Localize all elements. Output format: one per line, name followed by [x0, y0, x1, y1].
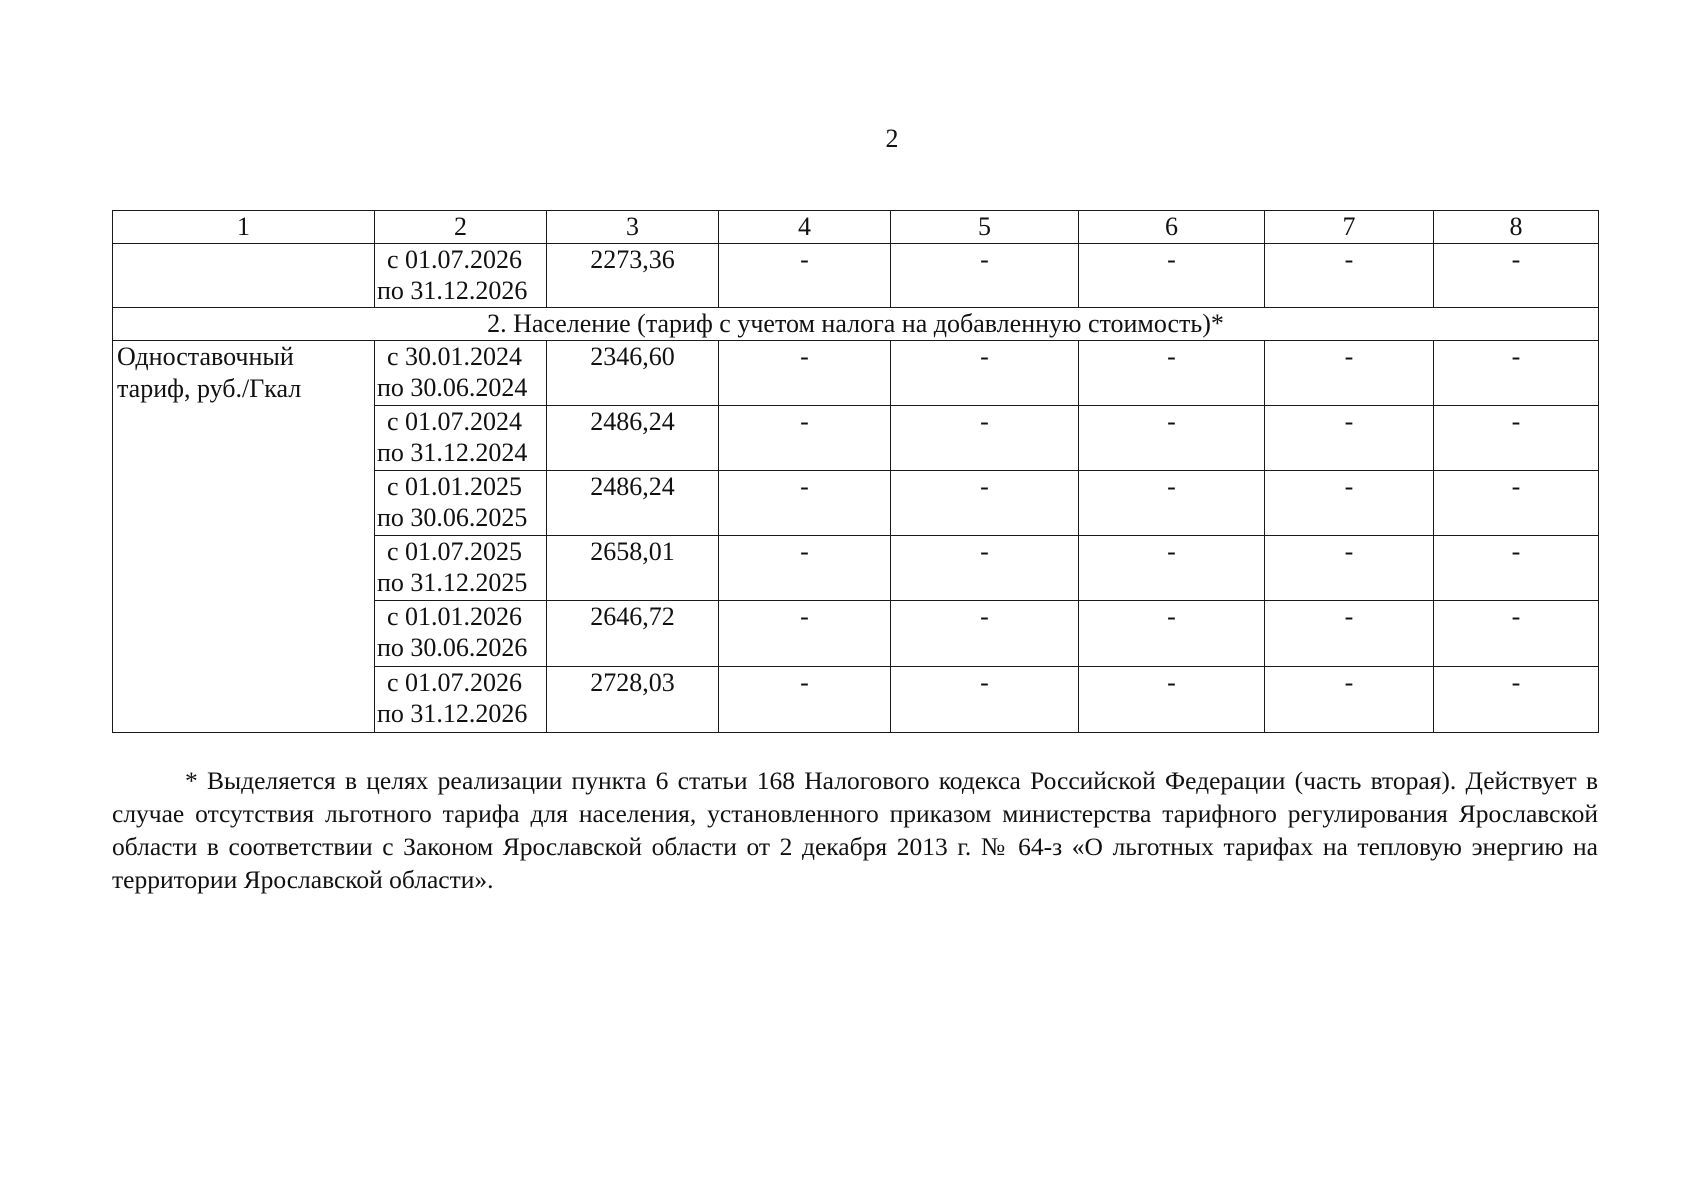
- tariff-value: 2273,36: [547, 244, 719, 308]
- period-from: с 01.07.2024: [387, 407, 523, 436]
- period-cell: [375, 601, 547, 667]
- dash-cell: -: [891, 601, 1079, 667]
- dash-cell: -: [1434, 667, 1599, 733]
- dash-cell: -: [1434, 601, 1599, 667]
- table-row: [113, 341, 1599, 406]
- dash-cell: -: [719, 471, 891, 536]
- dash-cell: -: [719, 667, 891, 733]
- period-to: по 30.06.2026: [377, 633, 528, 662]
- dash-cell: -: [1079, 406, 1265, 471]
- dash-cell: -: [719, 406, 891, 471]
- table-body: [113, 211, 1599, 733]
- tariff-type-label: [113, 341, 375, 733]
- period-to: по 31.12.2024: [377, 438, 528, 467]
- period-cell: [375, 341, 547, 406]
- table-row: [113, 244, 1599, 308]
- tariff-value: 2658,01: [547, 536, 719, 601]
- dash-cell: -: [1265, 406, 1434, 471]
- dash-cell: -: [719, 536, 891, 601]
- dash-cell: -: [1079, 341, 1265, 406]
- tariff-table: [112, 210, 1599, 733]
- period-cell: [375, 244, 547, 308]
- empty-label-cell: [113, 244, 375, 308]
- page-number: 2: [885, 124, 899, 153]
- period-from: с 01.01.2025: [387, 472, 523, 501]
- period-to: по 31.12.2026: [377, 276, 528, 305]
- dash-cell: -: [1434, 341, 1599, 406]
- dash-cell: -: [719, 244, 891, 308]
- dash-cell: -: [1265, 536, 1434, 601]
- period-cell: [375, 406, 547, 471]
- period-from: с 01.01.2026: [387, 602, 523, 631]
- tariff-type-label-line: Одноставочный: [117, 342, 294, 371]
- period-from: с 01.07.2025: [387, 537, 523, 566]
- column-number: 7: [1265, 211, 1434, 244]
- column-number: 6: [1079, 211, 1265, 244]
- dash-cell: -: [1265, 471, 1434, 536]
- section-title: 2. Население (тариф с учетом налога на добавленную стоимость)*: [113, 308, 1599, 341]
- tariff-value: 2728,03: [547, 667, 719, 733]
- period-from: с 01.07.2026: [387, 245, 523, 274]
- dash-cell: -: [1265, 341, 1434, 406]
- dash-cell: -: [1265, 601, 1434, 667]
- period-to: по 31.12.2025: [377, 568, 528, 597]
- period-cell: [375, 471, 547, 536]
- tariff-value: 2486,24: [547, 471, 719, 536]
- dash-cell: -: [719, 341, 891, 406]
- column-number: 2: [375, 211, 547, 244]
- section-row: [113, 308, 1599, 341]
- dash-cell: -: [1079, 601, 1265, 667]
- dash-cell: -: [1265, 244, 1434, 308]
- dash-cell: -: [891, 244, 1079, 308]
- dash-cell: -: [891, 536, 1079, 601]
- period-from: с 30.01.2024: [387, 342, 523, 371]
- tariff-type-label-line: тариф, руб./Гкал: [117, 374, 302, 403]
- period-cell: [375, 667, 547, 733]
- column-number: 5: [891, 211, 1079, 244]
- period-from: с 01.07.2026: [387, 668, 523, 697]
- period-to: по 30.06.2024: [377, 373, 528, 402]
- tariff-value: 2646,72: [547, 601, 719, 667]
- dash-cell: -: [1079, 667, 1265, 733]
- dash-cell: -: [1434, 471, 1599, 536]
- dash-cell: -: [1265, 667, 1434, 733]
- period-to: по 31.12.2026: [377, 699, 528, 728]
- dash-cell: -: [891, 471, 1079, 536]
- tariff-value: 2346,60: [547, 341, 719, 406]
- dash-cell: -: [719, 601, 891, 667]
- footnote: * Выделяется в целях реализации пункта 6 статьи 168 Налогового кодекса Российской Федерации (часть вторая). Действует в случае отсутствия льготного тарифа для населения, установленного приказом министерства тарифного регулирования Ярославской области в соответствии с Законом Ярославской области от 2 декабря 2013 г. № 64-з «О льготных тарифах на тепловую энергию на территории Ярославской области».: [112, 766, 1598, 894]
- dash-cell: -: [1079, 471, 1265, 536]
- dash-cell: -: [891, 406, 1079, 471]
- dash-cell: -: [1079, 244, 1265, 308]
- period-to: по 30.06.2025: [377, 503, 528, 532]
- column-number: 3: [547, 211, 719, 244]
- dash-cell: -: [891, 667, 1079, 733]
- dash-cell: -: [1079, 536, 1265, 601]
- column-number: 1: [113, 211, 375, 244]
- dash-cell: -: [1434, 536, 1599, 601]
- column-number: 4: [719, 211, 891, 244]
- period-cell: [375, 536, 547, 601]
- dash-cell: -: [1434, 406, 1599, 471]
- dash-cell: -: [1434, 244, 1599, 308]
- tariff-value: 2486,24: [547, 406, 719, 471]
- column-number: 8: [1434, 211, 1599, 244]
- dash-cell: -: [891, 341, 1079, 406]
- column-number-row: [113, 211, 1599, 244]
